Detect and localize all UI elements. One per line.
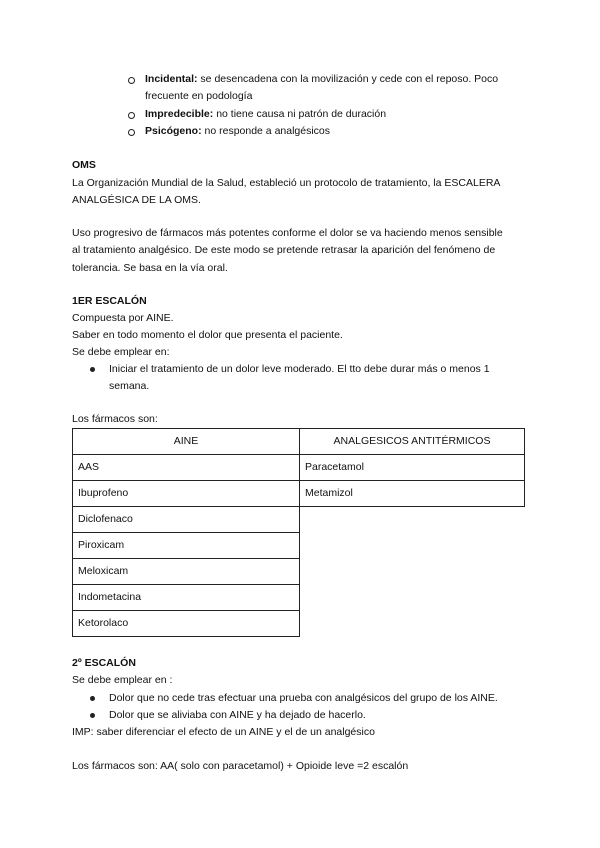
paragraph-line: ANALGÉSICA DE LA OMS. <box>72 194 201 206</box>
paragraph-line: IMP: saber diferenciar el efecto de un AINE y el de un analgésico <box>72 726 375 738</box>
drugs-table <box>72 428 525 637</box>
paragraph-line: Los fármacos son: AA( solo con paracetamol) + Opioide leve =2 escalón <box>72 760 409 772</box>
list-text-continuation: frecuente en podología <box>145 90 253 102</box>
circle-bullet-icon <box>128 77 135 84</box>
list-text: Iniciar el tratamiento de un dolor leve moderado. El tto debe durar más o menos 1 <box>109 363 490 375</box>
bullet-icon <box>90 367 95 372</box>
table-row <box>73 611 525 637</box>
table-row <box>73 481 525 507</box>
circle-bullet-icon <box>128 112 135 119</box>
list-text: se desencadena con la movilización y cede con el reposo. Poco <box>197 73 499 85</box>
paragraph-line: tolerancia. Se basa en la vía oral. <box>72 262 228 274</box>
list-term: Incidental: <box>145 73 198 85</box>
section-heading-oms: OMS <box>72 159 96 171</box>
list-text-continuation: semana. <box>109 380 150 392</box>
list-term: Psicógeno: <box>145 125 202 137</box>
bullet-icon <box>90 713 95 718</box>
paragraph-line: La Organización Mundial de la Salud, estableció un protocolo de tratamiento, la ESCALERA <box>72 177 501 189</box>
table-cell: Paracetamol <box>300 455 525 481</box>
table-cell: Meloxicam <box>73 559 300 585</box>
list-text: Dolor que no cede tras efectuar una prueba con analgésicos del grupo de los AINE. <box>109 692 498 704</box>
section-heading-step1: 1ER ESCALÓN <box>72 295 147 307</box>
list-text: no tiene causa ni patrón de duración <box>213 108 387 120</box>
table-cell: Ketorolaco <box>73 611 300 637</box>
table-cell-empty <box>300 507 525 533</box>
paragraph-line: Saber en todo momento el dolor que presenta el paciente. <box>72 329 343 341</box>
paragraph-line: Compuesta por AINE. <box>72 312 174 324</box>
table-row <box>73 585 525 611</box>
paragraph-line: Los fármacos son: <box>72 413 158 425</box>
paragraph-line: Se debe emplear en: <box>72 346 170 358</box>
table-header-aine: AINE <box>73 429 300 455</box>
table-row <box>73 533 525 559</box>
list-text: Dolor que se aliviaba con AINE y ha dejado de hacerlo. <box>109 709 366 721</box>
table-cell: Indometacina <box>73 585 300 611</box>
table-header-row <box>73 429 525 455</box>
paragraph-line: Se debe emplear en : <box>72 674 173 686</box>
table-cell: Ibuprofeno <box>73 481 300 507</box>
paragraph-line: al tratamiento analgésico. De este modo se pretende retrasar la aparición del fenómeno de <box>72 244 496 256</box>
table-cell-empty <box>300 585 525 611</box>
table-cell-empty <box>300 533 525 559</box>
section-heading-step2: 2º ESCALÓN <box>72 657 136 669</box>
circle-bullet-icon <box>128 129 135 136</box>
table-row <box>73 559 525 585</box>
list-term: Impredecible: <box>145 108 214 120</box>
table-header-analgesicos: ANALGESICOS ANTITÉRMICOS <box>300 429 525 455</box>
table-cell-empty <box>300 611 525 637</box>
table-cell: Metamizol <box>300 481 525 507</box>
list-text: no responde a analgésicos <box>201 125 331 137</box>
paragraph-line: Uso progresivo de fármacos más potentes conforme el dolor se va haciendo menos sensible <box>72 227 503 239</box>
table-row <box>73 507 525 533</box>
table-cell: Diclofenaco <box>73 507 300 533</box>
table-cell: AAS <box>73 455 300 481</box>
table-cell: Piroxicam <box>73 533 300 559</box>
table-row <box>73 455 525 481</box>
table-cell-empty <box>300 559 525 585</box>
bullet-icon <box>90 696 95 701</box>
